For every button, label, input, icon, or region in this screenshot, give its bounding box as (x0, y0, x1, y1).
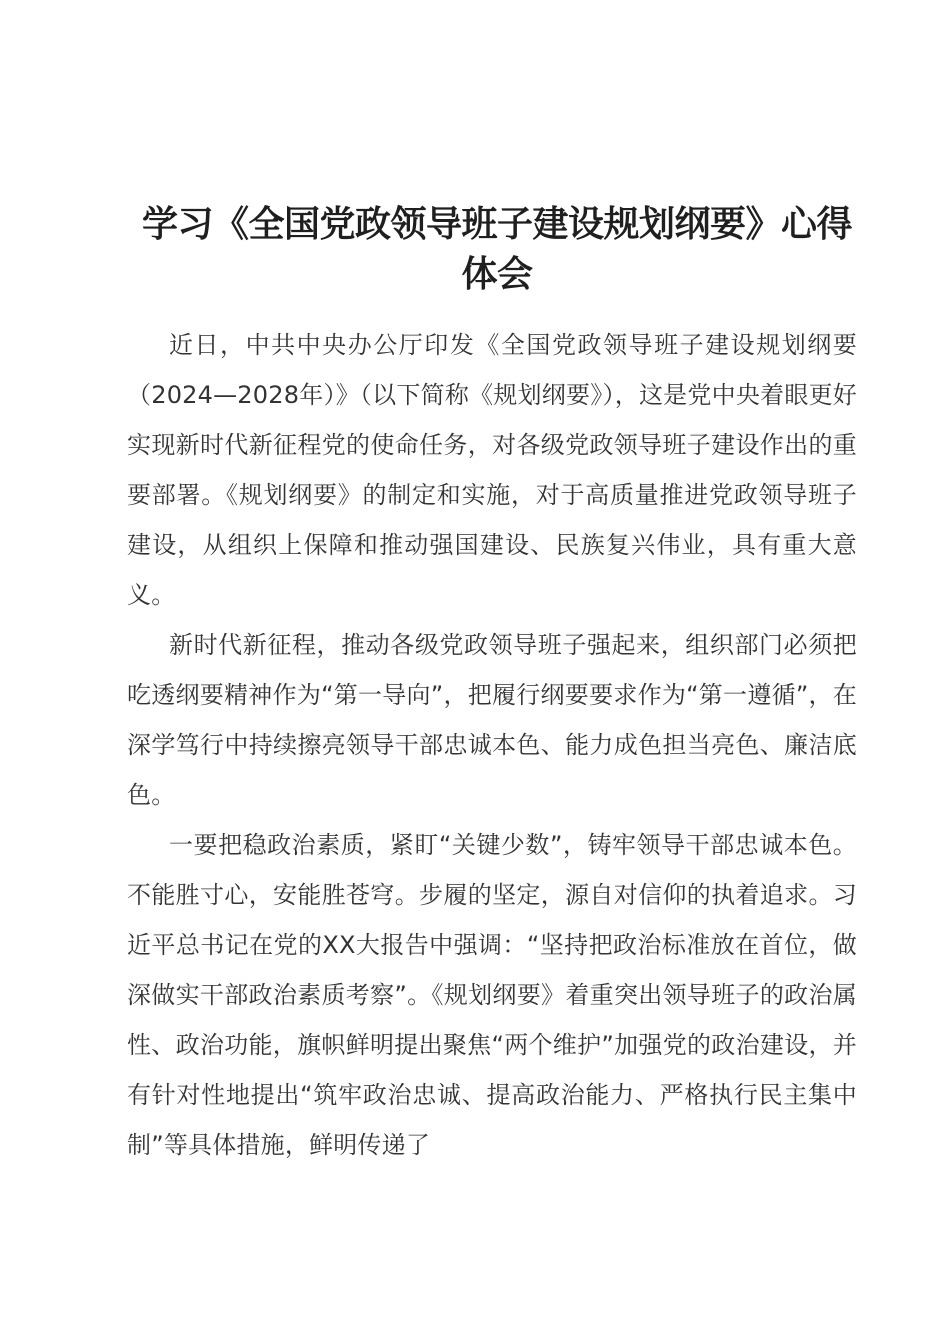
document-body (127, 320, 857, 1170)
document-title: 学习《全国党政领导班子建设规划纲要》心得体会 (141, 204, 852, 295)
paragraph-intro: 近日，中共中央办公厅印发《全国党政领导班子建设规划纲要（2024—2028年）》（以下简称《规划纲要》），这是党中央着眼更好实现新时代新征程党的使命任务，对各级党政领导班子建设作出的重要部署。《规划纲要》的制定和实施，对于高质量推进党政领导班子建设，从组织上保障和推动强国建设、民族复兴伟业，具有重大意义。 (127, 331, 857, 609)
paragraph-new-era: 新时代新征程，推动各级党政领导班子强起来，组织部门必须把吃透纲要精神作为“第一导向”，把履行纲要要求作为“第一遵循”，在深学笃行中持续擦亮领导干部忠诚本色、能力成色担当亮色、廉洁底色。 (127, 631, 857, 809)
paragraph-political-quality: 一要把稳政治素质，紧盯“关键少数”，铸牢领导干部忠诚本色。不能胜寸心，安能胜苍穹。步履的坚定，源自对信仰的执着追求。习近平总书记在党的XX大报告中强调：“坚持把政治标准放在首位，做深做实干部政治素质考察”。《规划纲要》着重突出领导班子的政治属性、政治功能，旗帜鲜明提出聚焦“两个维护”加强党的政治建设，并有针对性地提出“筑牢政治忠诚、提高政治能力、严格执行民主集中制”等具体措施，鲜明传递了 (127, 831, 857, 1159)
